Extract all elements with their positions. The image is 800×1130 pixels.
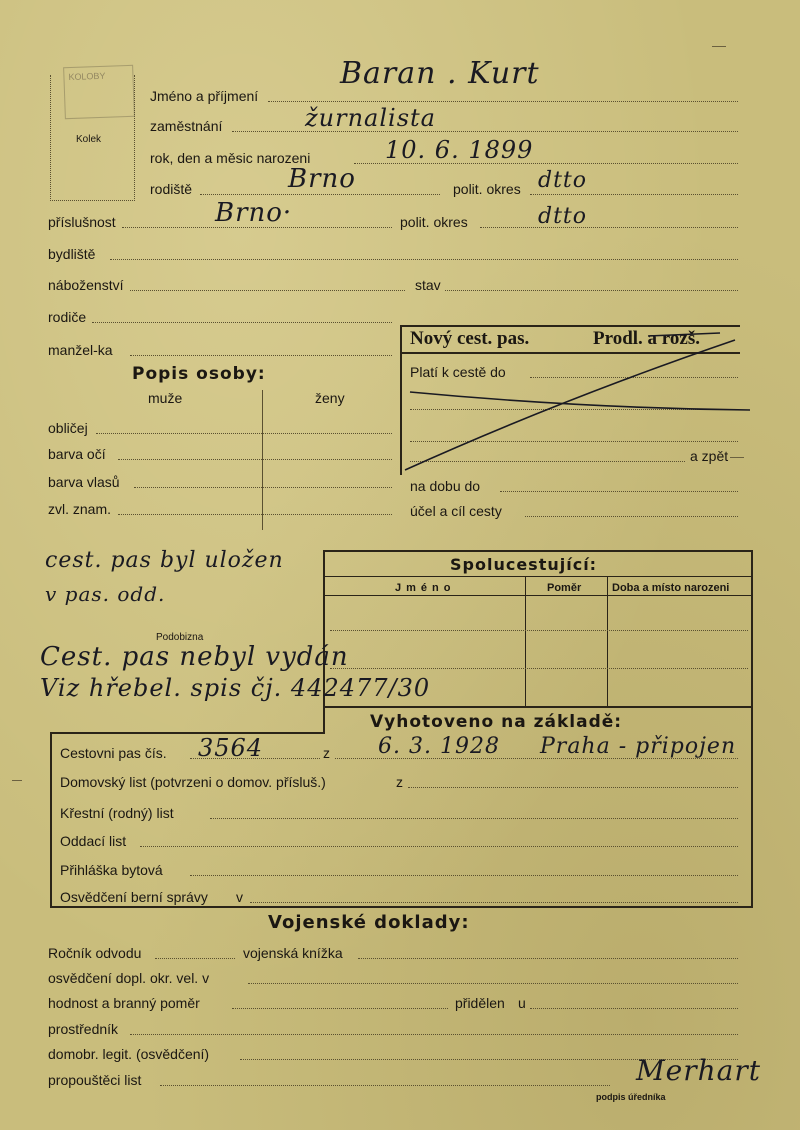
knizka-label: vojenská knížka bbox=[243, 945, 343, 961]
col-doba: Doba a místo narozeni bbox=[612, 582, 730, 594]
plati-label: Platí k cestě do bbox=[410, 364, 506, 380]
polit-okres-value-2: dtto bbox=[538, 204, 588, 229]
edge-mark bbox=[12, 780, 22, 781]
zamestnani-label: zaměstnání bbox=[150, 118, 223, 134]
prihlaska-label: Přihláška bytová bbox=[60, 862, 163, 878]
official-signature: Merhart bbox=[636, 1054, 761, 1087]
popis-row-zvl-znam: zvl. znam. bbox=[48, 501, 112, 517]
prislusnost-value: Brno· bbox=[215, 198, 293, 228]
jmeno-value: Baran . Kurt bbox=[340, 56, 540, 91]
cestovni-z-label: z bbox=[323, 745, 330, 761]
pass-title-right: Prodl. a rozš. bbox=[593, 328, 700, 349]
rodiste-value: Brno bbox=[288, 164, 356, 194]
cestovni-note: Praha - připojen bbox=[540, 734, 737, 759]
kolek-stamp: KOLOBY bbox=[63, 65, 135, 119]
podpis-label: podpis úředníka bbox=[596, 1092, 666, 1102]
domobr-label: domobr. legit. (osvědčení) bbox=[48, 1046, 210, 1062]
osvedceni-label: Osvědčení berní správy bbox=[60, 889, 208, 905]
rodiste-label: rodiště bbox=[150, 181, 193, 197]
popis-muze: muže bbox=[148, 390, 183, 406]
bydliste-label: bydliště bbox=[48, 246, 96, 262]
prislusnost-label: příslušnost bbox=[48, 214, 116, 230]
polit-okres-label-1: polit. okres bbox=[453, 181, 521, 197]
cestovni-date: 6. 3. 1928 bbox=[378, 734, 500, 759]
a-zpet-label: a zpět bbox=[690, 448, 729, 464]
dopl-label: osvědčení dopl. okr. vel. v bbox=[48, 970, 210, 986]
popis-title: Popis osoby: bbox=[132, 364, 266, 384]
note-1-line2: v pas. odd. bbox=[45, 582, 166, 606]
jmeno-label: Jméno a příjmení bbox=[150, 88, 259, 104]
note-1-line1: cest. pas byl uložen bbox=[45, 548, 284, 573]
polit-okres-label-2: polit. okres bbox=[400, 214, 468, 230]
edge-mark bbox=[730, 457, 744, 458]
manzel-label: manžel-ka bbox=[48, 342, 113, 358]
narozeni-value: 10. 6. 1899 bbox=[385, 136, 534, 164]
podobizna-label: Podobizna bbox=[156, 632, 204, 643]
col-jmeno: Jméno bbox=[395, 582, 456, 594]
note-2-line2: Viz hřebel. spis čj. 442477/30 bbox=[40, 674, 431, 702]
hodnost-label: hodnost a branný poměr bbox=[48, 995, 200, 1011]
propousteci-label: propouštěci list bbox=[48, 1072, 142, 1088]
domovsky-z-label: z bbox=[396, 774, 403, 790]
zamestnani-value: žurnalista bbox=[305, 104, 436, 132]
popis-row-oblicej: obličej bbox=[48, 420, 88, 436]
stav-label: stav bbox=[415, 277, 441, 293]
krestni-label: Křestní (rodný) list bbox=[60, 805, 174, 821]
edge-mark bbox=[712, 46, 726, 47]
note-2-line1: Cest. pas nebyl vydán bbox=[40, 642, 349, 672]
spolucestujici-title: Spolucestující: bbox=[450, 555, 598, 574]
oddaci-label: Oddací list bbox=[60, 833, 127, 849]
col-pomer: Poměr bbox=[547, 582, 582, 594]
nabozenstvi-label: náboženství bbox=[48, 277, 124, 293]
pridelen-u-label: u bbox=[518, 995, 526, 1011]
rodice-label: rodiče bbox=[48, 309, 87, 325]
prostrednik-label: prostředník bbox=[48, 1021, 119, 1037]
polit-okres-value-1: dtto bbox=[538, 168, 588, 193]
kolek-label: Kolek bbox=[76, 134, 102, 145]
pridelen-label: přidělen bbox=[455, 995, 505, 1011]
vyhotoveno-title: Vyhotoveno na základě: bbox=[370, 712, 623, 732]
rocnik-label: Ročník odvodu bbox=[48, 945, 142, 961]
popis-zeny: ženy bbox=[315, 390, 345, 406]
pass-title-left: Nový cest. pas. bbox=[410, 328, 530, 349]
popis-row-barva-vlasu: barva vlasů bbox=[48, 474, 120, 490]
ucel-label: účel a cíl cesty bbox=[410, 503, 502, 519]
cestovni-label: Cestovni pas čís. bbox=[60, 745, 167, 761]
na-dobu-label: na dobu do bbox=[410, 478, 481, 494]
domovsky-label: Domovský list (potvrzeni o domov. přísluš.) bbox=[60, 774, 326, 790]
popis-row-barva-oci: barva očí bbox=[48, 446, 106, 462]
cestovni-value: 3564 bbox=[198, 734, 264, 762]
osvedceni-v-label: v bbox=[236, 889, 243, 905]
narozeni-label: rok, den a měsic narozeni bbox=[150, 150, 311, 166]
vojenske-title: Vojenské doklady: bbox=[268, 912, 470, 933]
